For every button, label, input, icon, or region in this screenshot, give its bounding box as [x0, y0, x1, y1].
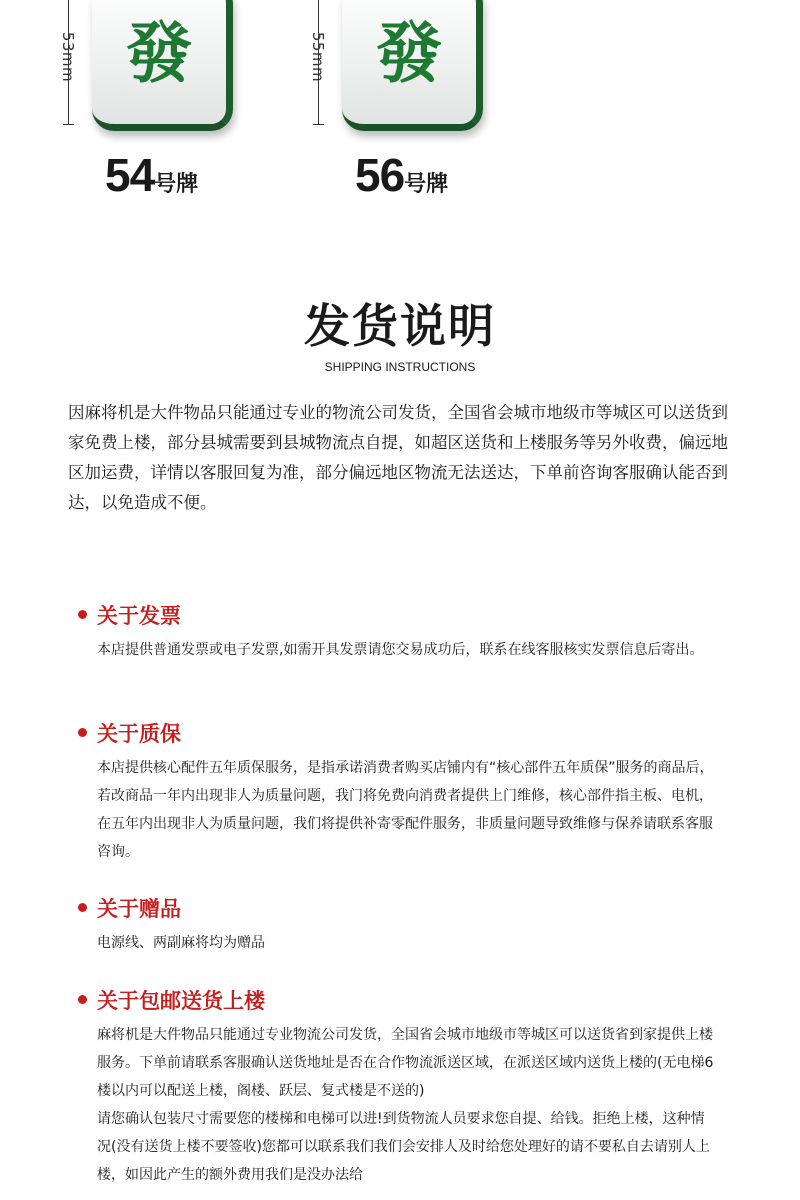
section-paragraph: 麻将机是大件物品只能通过专业物流公司发货，全国省会城市地级市等城区可以送货省到家提供上楼服务。下单前请联系客服确认送货地址是否在合作物流派送区域，在派送区域内送货上楼的(无电梯6楼以内可以配送上楼，阁楼、跃层、复式楼是不送的) [97, 1027, 714, 1099]
shipping-intro: 因麻将机是大件物品只能通过专业的物流公司发货，全国省会城市地级市等城区可以送货到家免费上楼，部分县城需要到县城物流点自提，如超区送货和上楼服务等另外收费，偏远地区加运费，详情以客服回复为准，部分偏远地区物流无法送达，下单前咨询客服确认能否到达，以免造成不便。 [68, 403, 728, 512]
section-gifts [78, 893, 718, 957]
tile-unit: 号牌 [404, 172, 449, 197]
section-paragraph: 本店提供普通发票或电子发票,如需开具发票请您交易成功后，联系在线客服核实发票信息后寄出。 [97, 642, 704, 658]
section-delivery [78, 985, 718, 1189]
section-heading: 关于质保 [97, 722, 181, 746]
section-heading: 关于发票 [97, 604, 181, 628]
size-ruler [300, 0, 340, 130]
tile-size-label [355, 148, 448, 202]
tile-size-label [105, 148, 198, 202]
tile-number: 56 [355, 149, 405, 201]
mahjong-tile-image [342, 0, 483, 131]
shipping-subtitle: SHIPPING INSTRUCTIONS [324, 360, 476, 374]
section-heading: 关于赠品 [97, 897, 181, 921]
tile-number: 54 [105, 149, 155, 201]
measure-label: 53mm [59, 31, 77, 83]
section-paragraph: 电源线、两副麻将均为赠品 [97, 935, 265, 951]
section-invoice [78, 600, 718, 664]
section-heading: 关于包邮送货上楼 [97, 989, 265, 1013]
bullet-dot [78, 610, 87, 619]
section-warranty [78, 718, 718, 866]
bullet-dot [78, 903, 87, 912]
section-paragraph: 请您确认包装尺寸需要您的楼梯和电梯可以进!到货物流人员要求您自提、给钱。拒绝上楼，这种情况(没有送货上楼不要签收)您都可以联系我们我们会安排人及时给您处理好的请不要私自去请别人上楼，如因此产生的额外费用我们是没办法给 [97, 1111, 710, 1183]
shipping-title: 发货说明 [304, 299, 496, 353]
tile-glyph: 發 [376, 14, 442, 92]
size-ruler [50, 0, 90, 130]
bullet-dot [78, 995, 87, 1004]
bullet-dot [78, 728, 87, 737]
tile-glyph: 發 [126, 14, 192, 92]
measure-label: 55mm [309, 31, 327, 83]
tile-unit: 号牌 [154, 172, 199, 197]
mahjong-tile-image [92, 0, 233, 131]
section-paragraph: 本店提供核心配件五年质保服务，是指承诺消费者购买店铺内有“核心部件五年质保”服务的商品后，若改商品一年内出现非人为质量问题，我门将免费向消费者提供上门维修，核心部件指主板、电机，在五年内出现非人为质量问题，我们将提供补寄零配件服务，非质量问题导致维修与保养请联系客服咨询。 [97, 760, 714, 860]
